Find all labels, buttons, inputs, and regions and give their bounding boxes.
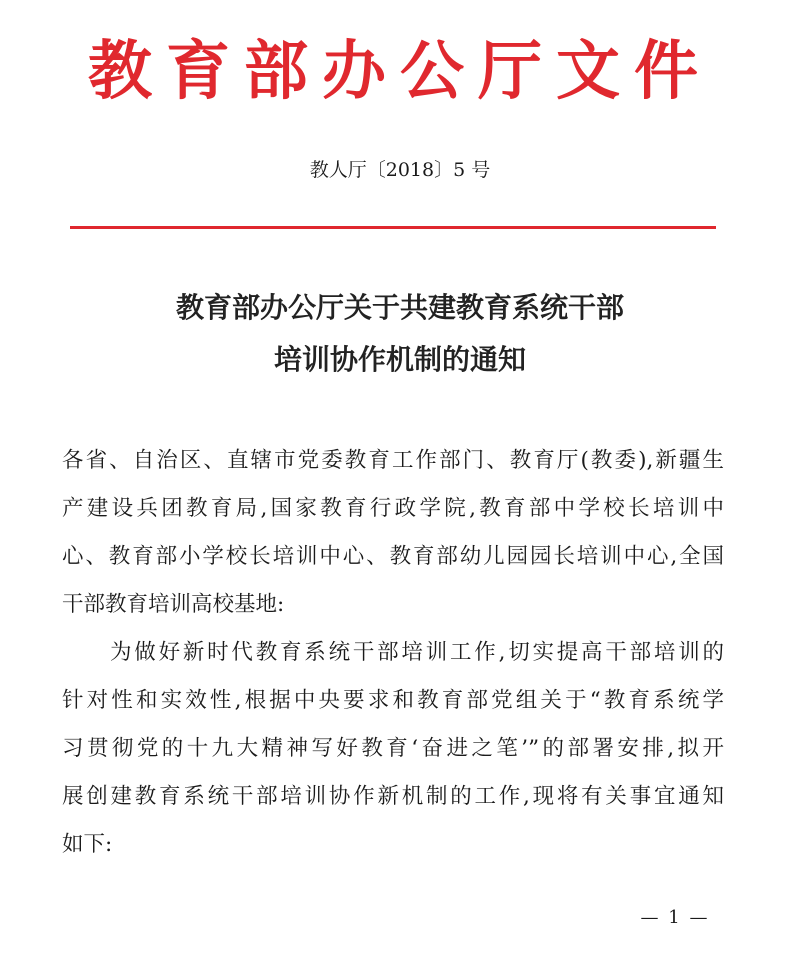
body-line: 如下: [62,832,113,857]
body-line: 为做好新时代教育系统干部培训工作,切实提高干部培训的 [110,640,724,665]
body-line: 针对性和实效性,根据中央要求和教育部党组关于“教育系统学 [62,688,724,713]
notice-title-line-2: 培训协作机制的通知 [273,343,526,376]
masthead-title: 教育部办公厅文件 [88,34,712,109]
addressee-line: 各省、自治区、直辖市党委教育工作部门、教育厅(教委),新疆生 [62,448,724,473]
addressee-line: 心、教育部小学校长培训中心、教育部幼儿园园长培训中心,全国 [62,544,724,569]
body-line: 习贯彻党的十九大精神写好教育‘奋进之笔’”的部署安排,拟开 [62,736,724,761]
notice-title-line-1: 教育部办公厅关于共建教育系统干部 [175,291,624,324]
page-number: — 1 — [640,907,710,928]
red-divider-line [70,226,716,229]
addressee-line: 产建设兵团教育局,国家教育行政学院,教育部中学校长培训中 [62,496,724,521]
addressee-line: 干部教育培训高校基地: [62,592,285,617]
body-line: 展创建教育系统干部培训协作新机制的工作,现将有关事宜通知 [62,784,724,809]
document-number: 教人厅〔2018〕5 号 [309,159,491,181]
